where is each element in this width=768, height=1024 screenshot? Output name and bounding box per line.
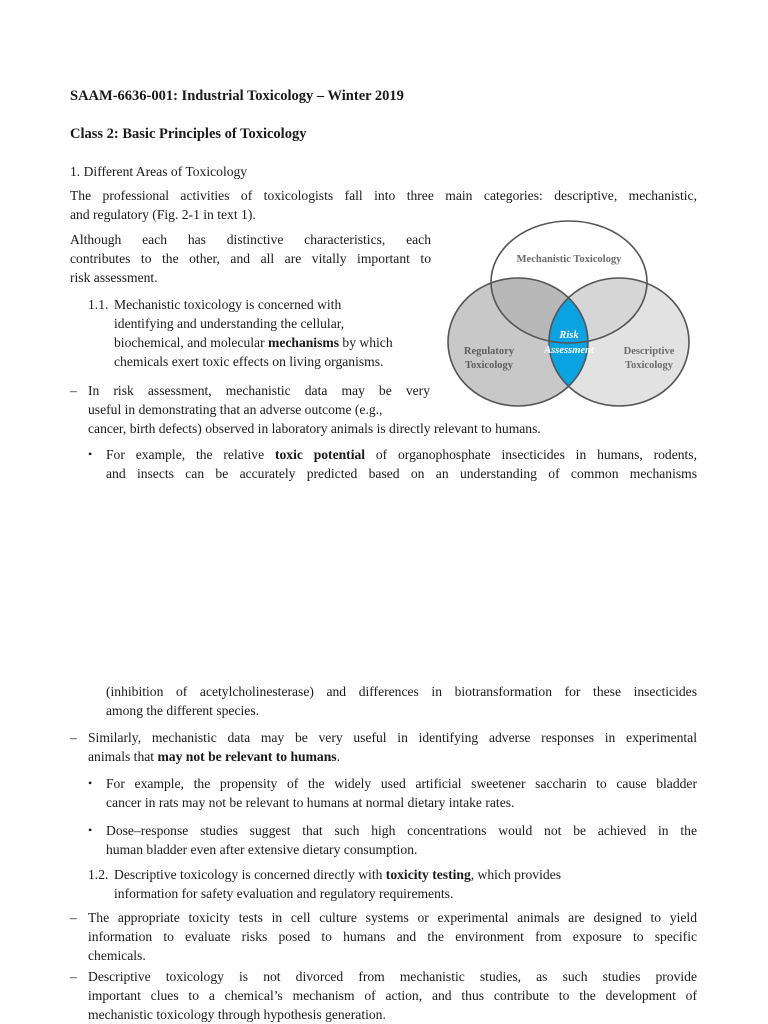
- intro-line-2: and regulatory (Fig. 2-1 in text 1).: [70, 207, 256, 222]
- bullet3-line-2: human bladder even after extensive dietary consumption.: [106, 842, 418, 857]
- label-descriptive: Descriptive: [623, 346, 675, 357]
- dash1-line-3: cancer, birth defects) observed in laboratory animals is directly relevant to humans.: [88, 421, 541, 436]
- dash-marker: –: [70, 730, 77, 745]
- bullet-toxic-potential-continued: [106, 682, 697, 720]
- label-mechanistic-toxicology: Mechanistic Toxicology: [516, 254, 622, 265]
- dash2-line-2-text: animals that: [88, 749, 158, 764]
- bullet1-line-3: (inhibition of acetylcholinesterase) and differences in biotransformation for these insecticides: [106, 684, 697, 699]
- s12-line-1-tail: , which provides: [470, 867, 561, 882]
- dash4-line-2: important clues to a chemical’s mechanism of action, and thus contribute to the development of: [88, 988, 697, 1003]
- dash3-line-3: chemicals.: [88, 948, 146, 963]
- although-line-1: Although each has distinctive characteristics, each: [70, 232, 431, 247]
- dash3-line-1: The appropriate toxicity tests in cell culture systems or experimental animals are designed to yield: [88, 910, 697, 925]
- although-line-3: risk assessment.: [70, 270, 158, 285]
- bullet1-line-1: [106, 445, 697, 464]
- intro-line-1: The professional activities of toxicologists fall into three main categories: descriptive, mechanistic,: [70, 188, 697, 203]
- dash-item-not-relevant: [70, 728, 697, 766]
- label-toxicology: Toxicology: [624, 360, 674, 371]
- bullet-dose-response: [88, 821, 697, 859]
- term-not-relevant: may not be relevant to humans: [157, 749, 337, 764]
- bullet3-line-1: Dose–response studies suggest that such high concentrations would not be achieved in the: [106, 823, 697, 838]
- dash2-line-2: [88, 747, 697, 766]
- dash-marker: –: [70, 969, 77, 984]
- s12-line-1: [114, 865, 697, 884]
- dash-marker: –: [70, 910, 77, 925]
- dash3-line-2: information to evaluate risks posed to humans and the environment from exposure to specific: [88, 929, 697, 944]
- term-mechanisms: mechanisms: [268, 335, 339, 350]
- label-toxicology: Toxicology: [464, 360, 514, 371]
- bullet1-line-2: and insects can be accurately predicted based on an understanding of common mechanisms: [106, 466, 697, 481]
- bullet1-line-1-text: For example, the relative: [106, 447, 275, 462]
- dash1-line-2: useful in demonstrating that an adverse outcome (e.g.,: [88, 402, 383, 417]
- s11-line-3: [114, 333, 438, 352]
- label-assessment: Assessment: [544, 345, 594, 356]
- s11-line-3-tail: by which: [339, 335, 393, 350]
- bullet-marker: •: [88, 823, 93, 837]
- dash4-line-3: mechanistic toxicology through hypothesis generation.: [88, 1007, 386, 1022]
- bullet-marker: •: [88, 776, 93, 790]
- venn-diagram-figure: [443, 216, 695, 412]
- venn-diagram-svg: [443, 216, 695, 412]
- bullet1-line-4: among the different species.: [106, 703, 260, 718]
- s11-line-2: identifying and understanding the cellular,: [114, 316, 345, 331]
- section-heading-different-areas: 1. Different Areas of Toxicology: [70, 164, 248, 179]
- s11-line-1: Mechanistic toxicology is concerned with: [114, 297, 342, 312]
- label-risk: Risk: [559, 330, 579, 341]
- label-regulatory-toxicology: [449, 345, 529, 373]
- s11-line-3-text: biochemical, and molecular: [114, 335, 268, 350]
- bullet2-line-1: For example, the propensity of the widely used artificial sweetener saccharin to cause bladder: [106, 776, 697, 791]
- course-title: SAAM-6636-001: Industrial Toxicology – Winter 2019: [70, 88, 404, 104]
- bullet1-line-1-tail: of organophosphate insecticides in humans, rodents,: [365, 447, 697, 462]
- s11-line-4: chemicals exert toxic effects on living organisms.: [114, 354, 384, 369]
- s12-line-1-text: Descriptive toxicology is concerned directly with: [114, 867, 386, 882]
- bullet-toxic-potential: [88, 445, 697, 483]
- bullet-saccharin: [88, 774, 697, 812]
- dash2-line-2-tail: .: [336, 749, 340, 764]
- bullet-marker: •: [88, 447, 93, 461]
- label-descriptive-toxicology: [609, 345, 689, 373]
- subsection-1-1: [88, 295, 438, 371]
- subsection-number: 1.1.: [88, 297, 109, 312]
- bullet2-line-2: cancer in rats may not be relevant to humans at normal dietary intake rates.: [106, 795, 515, 810]
- dash2-line-1: Similarly, mechanistic data may be very useful in identifying adverse responses in experimental: [88, 730, 697, 745]
- subsection-number: 1.2.: [88, 867, 109, 882]
- label-regulatory: Regulatory: [463, 346, 515, 357]
- dash-item-toxicity-tests: [70, 908, 697, 965]
- although-line-2: contributes to the other, and all are vitally important to: [70, 251, 431, 266]
- dash-marker: –: [70, 383, 77, 398]
- dash1-line-1: In risk assessment, mechanistic data may be very: [88, 383, 430, 398]
- term-toxic-potential: toxic potential: [274, 447, 366, 462]
- label-risk-assessment: [529, 328, 609, 358]
- subsection-1-2: [88, 865, 697, 903]
- dash-item-not-divorced: [70, 967, 697, 1024]
- class-title: Class 2: Basic Principles of Toxicology: [70, 126, 307, 142]
- although-paragraph: [70, 230, 431, 287]
- s12-line-2: information for safety evaluation and regulatory requirements.: [114, 886, 454, 901]
- dash4-line-1: Descriptive toxicology is not divorced from mechanistic studies, as such studies provide: [88, 969, 697, 984]
- term-toxicity-testing: toxicity testing: [385, 867, 471, 882]
